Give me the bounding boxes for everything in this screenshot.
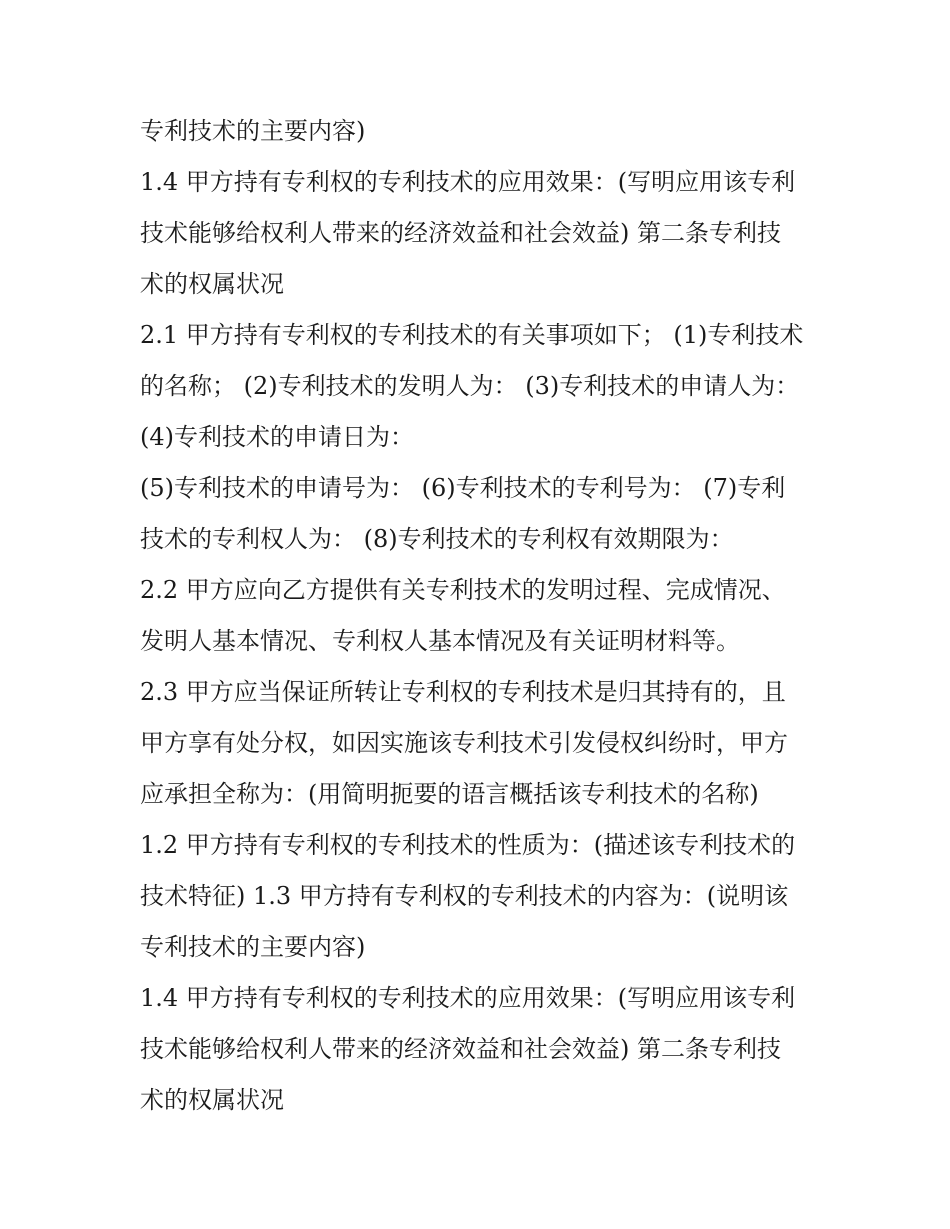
- text-line: 1.2 甲方持有专利权的专利技术的性质为：(描述该专利技术的: [140, 831, 796, 859]
- document-body: [140, 106, 820, 1126]
- text-line: 发明人基本情况、专利权人基本情况及有关证明材料等。: [140, 627, 740, 655]
- text-line: 的名称； (2)专利技术的发明人为： (3)专利技术的申请人为：: [140, 372, 800, 400]
- text-line: 甲方享有处分权，如因实施该专利技术引发侵权纠纷时，甲方: [140, 729, 788, 757]
- text-line: 专利技术的主要内容): [140, 933, 366, 961]
- text-line: 技术能够给权利人带来的经济效益和社会效益) 第二条专利技: [140, 1035, 781, 1063]
- text-line: (5)专利技术的申请号为： (6)专利技术的专利号为： (7)专利: [140, 474, 786, 502]
- text-line: 2.3 甲方应当保证所转让专利权的专利技术是归其持有的，且: [140, 678, 786, 706]
- text-line: 应承担全称为：(用简明扼要的语言概括该专利技术的名称): [140, 780, 759, 808]
- text-line: 2.1 甲方持有专利权的专利技术的有关事项如下； (1)专利技术: [140, 321, 804, 349]
- text-line: 专利技术的主要内容): [140, 117, 366, 145]
- text-line: 1.4 甲方持有专利权的专利技术的应用效果：(写明应用该专利: [140, 168, 796, 196]
- text-line: 术的权属状况: [140, 270, 284, 298]
- text-line: 技术的专利权人为： (8)专利技术的专利权有效期限为：: [140, 525, 734, 553]
- text-line: 1.4 甲方持有专利权的专利技术的应用效果：(写明应用该专利: [140, 984, 796, 1012]
- text-line: 技术特征) 1.3 甲方持有专利权的专利技术的内容为：(说明该: [140, 882, 789, 910]
- text-line: 术的权属状况: [140, 1086, 284, 1114]
- text-line: (4)专利技术的申请日为：: [140, 423, 414, 451]
- text-line: 2.2 甲方应向乙方提供有关专利技术的发明过程、完成情况、: [140, 576, 786, 604]
- text-line: 技术能够给权利人带来的经济效益和社会效益) 第二条专利技: [140, 219, 781, 247]
